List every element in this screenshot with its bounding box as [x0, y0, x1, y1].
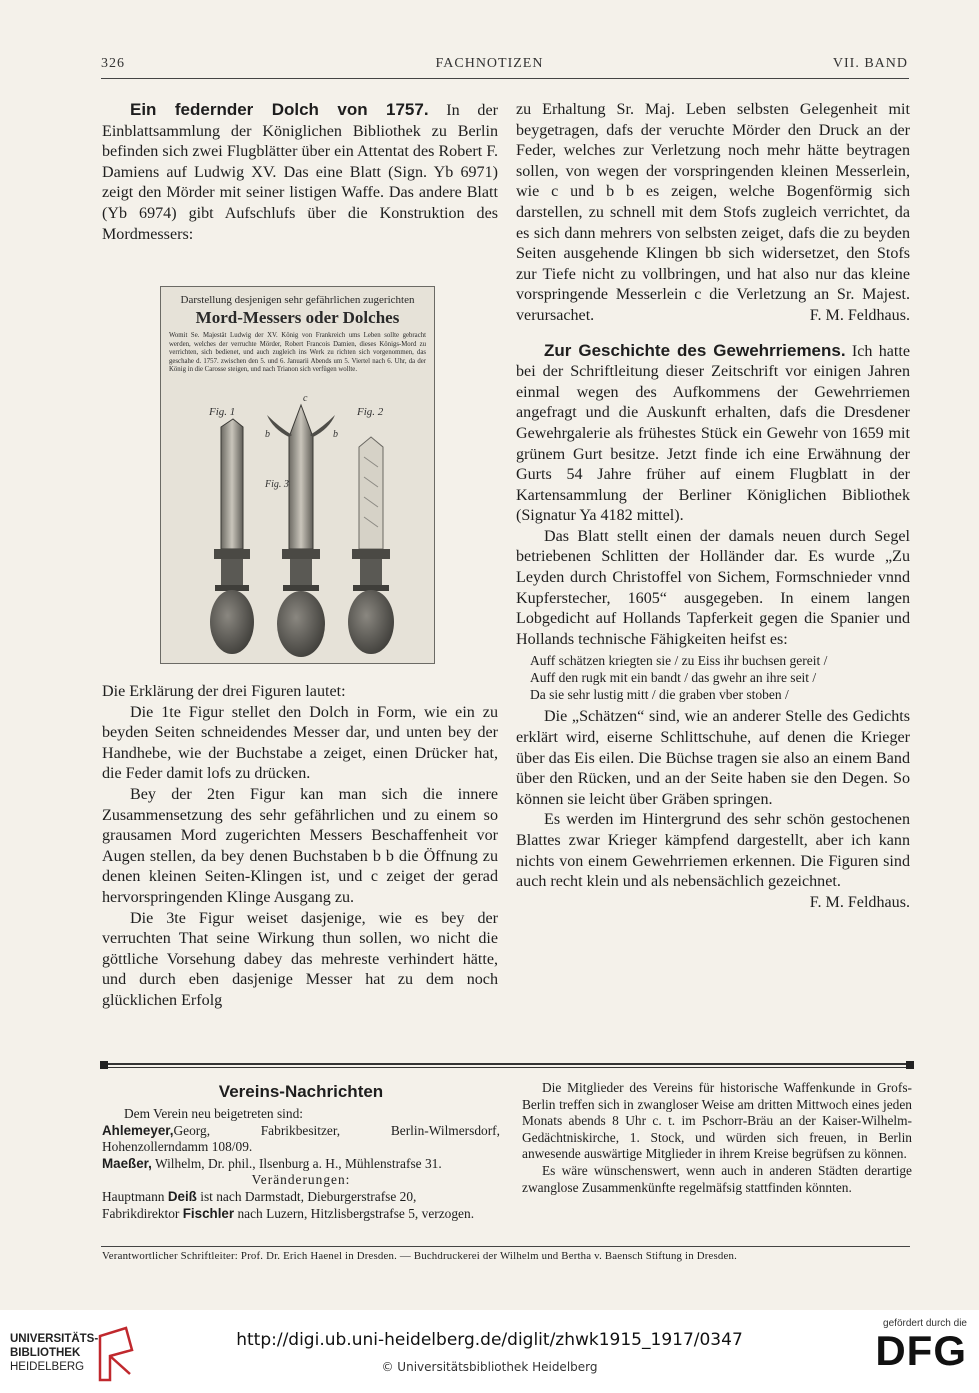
- dagger-fig3: [348, 437, 394, 654]
- label-fig1: Fig. 1: [209, 406, 236, 418]
- imprint-rule: [101, 1246, 910, 1247]
- change-1-name: Deiß: [167, 1188, 197, 1204]
- section-divider: [104, 1063, 910, 1068]
- dfg-logo[interactable]: [875, 1318, 967, 1373]
- change-1-details: ist nach Darmstadt, Dieburgerstrafse 20,: [200, 1188, 417, 1204]
- right-p2: Das Blatt stellt einen der damals neuen durch Segel betriebenen Schlitten der Holländer dar. Es wurde „Zu Leyden durch Christoffel von Sichem, Formschnieder vnnd Kupferstecher, 1605“ ausgegeben. In einem langen Lobgedicht auf Hollands Tapferkeit gegen die Spanier und Hollands technische Fähigkeiten heifst es:: [516, 527, 910, 648]
- change-2-name: Fischler: [182, 1205, 235, 1221]
- copyright-notice: © Universitätsbibliothek Heidelberg: [381, 1360, 598, 1374]
- left-column-lower: [102, 682, 498, 1012]
- vereine-new-members: Dem Verein neu beigetreten sind:: [124, 1106, 303, 1121]
- logo-line2: BIBLIOTHEK: [10, 1347, 81, 1359]
- quote-line: Auff schätzen kriegten sie / zu Eiss ihr buchsen gereit /: [530, 653, 828, 669]
- left-p3: Bey der 2ten Figur kan man sich die innere Zusammensetzung des sehr gefährlichen und zu einem so grausamen Mord zugerichten Messers Beschaffenheit vor Augen stellen, da bey denen Buchstaben b b die Öffnung zu denen kleinen Seiten-Klingen ist, und c zeiget der gerad hervorspringenden Klinge Ausgang zu.: [102, 785, 498, 906]
- left-p4: Die 3te Figur weiset dasjenige, wie es bey der verruchten That seine Wirkung thun sollen, wo nicht die göttliche Vorsehung dabey das mehreste verhindert hätte, und durch eben dasjenige Messer hat zu dem noch glücklichen Erfolg: [102, 909, 498, 1009]
- label-b-1: b: [265, 429, 270, 440]
- change-2-details: nach Luzern, Hitzlisbergstrafse 5, verzogen.: [237, 1205, 475, 1221]
- page-number: 326: [101, 56, 125, 71]
- signature-2: F. M. Feldhaus.: [809, 893, 910, 911]
- label-fig3: Fig. 3: [265, 479, 289, 490]
- figure-line1: Darstellung desjenigen sehr gefährlichen zugerichten: [180, 294, 415, 306]
- dolch-intro: In der Einblattsammlung der Königlichen Bibliothek zu Berlin befinden sich zwei Flugblätter über ein Attentat des Robert F. Damiens auf Ludwig XV. Das eine Blatt (Sign. Yb 6971) zeigt den Mörder mit seiner listigen Waffe. Das andere Blatt (Yb 6974) gibt Aufschlufs über die Konstruktion des Mordmessers:: [102, 102, 498, 243]
- change-1: [102, 1189, 500, 1206]
- change-1-rank: Hauptmann: [102, 1188, 165, 1204]
- dfg-wordmark: DFG: [875, 1327, 967, 1374]
- member-1-details: Georg, Fabrikbesitzer, Berlin-Wilmersdorf, Hohenzollerndamm 108/09.: [102, 1122, 500, 1155]
- funded-label: gefördert durch die: [883, 1318, 967, 1329]
- left-p2: Die 1te Figur stellet den Dolch in Form, wie ein zu beyden Seiten schneidendes Messer dar, und unten bey der Handhebe, wie der Buchstabe a zeiget, einen Drücker hat, die Feder damit lofs zu drücken.: [102, 703, 498, 783]
- figure-caption: Womit Se. Majestät Ludwig der XV. König von Frankreich ums Leben sollte gebracht werden, welches der verruchte Mörder, Robert Francois Damien, dieses Königs-Mord zu verrichten, sich bedienet, und auch zugleich ins Werk zu richten sich vorgenommen, das geschahe d. 1757. zwischen den 5. und 6. Januarii Abends um 5. Viertel nach 6. Uhr, da der König in die Carosse steigen, und nach Trianon sich verfügen wollte.: [169, 332, 426, 374]
- change-2: [102, 1206, 500, 1223]
- volume-label: VII. BAND: [832, 56, 908, 71]
- dagger-illustration: [161, 287, 434, 663]
- divider-end-right: [906, 1061, 914, 1069]
- member-1-name: Ahlemeyer,: [102, 1122, 174, 1138]
- vereine-meeting: Die Mitglieder des Vereins für historische Waffenkunde in Grofs-Berlin treffen sich in zwangloser Weise am dritten Mittwoch eines jeden Monats abends 8 Uhr c. t. im Pschorr-Bräu an der Kaiser-Wilhelm-Gedächtniskirche, 1. Stock, und würden sich freuen, in Berlin anwesende auswärtige Mitglieder in ihrem Kreise begrüfsen zu können.: [522, 1080, 912, 1162]
- quote-line: Auff den rugk mit ein bandt / das gwehr an ihre seit /: [530, 670, 817, 686]
- imprint: Verantwortlicher Schriftleiter: Prof. Dr. Erich Haenel in Dresden. — Buchdruckerei der Wilhelm und Bertha v. Baensch Stiftung in Dresden.: [102, 1250, 738, 1262]
- member-2-name: Maeßer,: [102, 1155, 152, 1171]
- signature-1: F. M. Feldhaus.: [809, 306, 910, 324]
- divider-end-left: [100, 1061, 108, 1069]
- header-rule: [101, 78, 909, 79]
- right-column: [516, 100, 910, 913]
- label-b-2: b: [333, 429, 338, 440]
- label-fig2: Fig. 2: [357, 406, 384, 418]
- member-1: [102, 1123, 500, 1156]
- logo-line3: HEIDELBERG: [10, 1361, 85, 1373]
- dolch-paragraph: [102, 100, 498, 245]
- dolch-heading: Ein federnder Dolch von 1757.: [130, 100, 429, 119]
- vereine-wish: Es wäre wünschenswert, wenn auch in anderen Städten derartige zwanglose Zusammenkünfte regelmäfsig stattfinden könnten.: [522, 1162, 912, 1195]
- right-p3: Die „Schätzen“ sind, wie an anderer Stelle des Gedichts erklärt wird, eiserne Schlittschuhe, auf denen die Krieger über das Eis eilen. Die Büchse tragen sie also an einem Band über den Rücken, und an der Seite haben sie den Degen. So können sie leicht über Gräben springen.: [516, 708, 910, 808]
- poem-quote: [516, 652, 910, 703]
- figure-line2: Mord-Messers oder Dolches: [195, 308, 400, 327]
- label-c: c: [303, 393, 308, 404]
- running-title: FACHNOTIZEN: [435, 56, 544, 71]
- left-p1: Die Erklärung der drei Figuren lautet:: [102, 683, 346, 700]
- riemen-paragraph: [516, 341, 910, 527]
- member-2-details: Wilhelm, Dr. phil., Ilsenburg a. H., Mühlenstrafse 31.: [154, 1155, 442, 1171]
- vereine-title: Vereins-Nachrichten: [218, 1082, 384, 1101]
- vereine-left: [102, 1082, 500, 1222]
- right-p1: zu Erhaltung Sr. Maj. Leben selbsten Gelegenheit mit beygetragen, dafs der veruchte Mörder den Druck an der Feder, welches zur Verletzung noch mehr hätte beytragen sollen, von wegen der vorspringenden kleinen Messerlein, wie c und b b es zeigen, welche Bogenförmig sich darstellen, zu schnell mit dem Stofs zugleich verrichtet, da es sich dann mehrers von selbsten zeiget, dafs die zu beyden Seiten ausgehende Klingen bb sich widersetzet, den Stofs zur Tiefe nicht zu vollbringen, und hat also nur das kleine vorspringende Messerlein c die Verletzung an Sr. Majest. verursachet.: [516, 101, 910, 324]
- dagger-fig2: [267, 405, 335, 657]
- quote-line: Da sie sehr lustig mitt / die graben vber stoben /: [530, 687, 789, 703]
- right-p4: Es werden im Hintergrund des sehr schön gestochenen Blattes zwar Krieger kämpfend dargestellt, aber ich kann nichts von einem Gewehrriemen erkennen. Die Figuren sind auch recht klein und als nebensächlich gezeichnet.: [516, 811, 910, 891]
- left-column: [102, 100, 498, 245]
- dagger-figure: [160, 286, 435, 664]
- vereine-changes: Veränderungen:: [251, 1172, 351, 1188]
- riemen-heading: Zur Geschichte des Gewehrriemens.: [544, 340, 846, 360]
- viewer-footer: [0, 1310, 979, 1393]
- member-2: [102, 1156, 500, 1173]
- permalink-url[interactable]: http://digi.ub.uni-heidelberg.de/diglit/zhwk1915_1917/0347: [236, 1330, 743, 1350]
- vereine-right: [522, 1080, 912, 1196]
- logo-line1: UNIVERSITÄTS-: [10, 1333, 99, 1345]
- change-2-rank: Fabrikdirektor: [102, 1205, 180, 1221]
- riemen-intro: Ich hatte bei der Schriftleitung dieser Zeitschrift vor einigen Jahren einmal wegen des Aufkommens der Gewehrriemen angefragt und die Auskunft erhalten, dafs die Dresdener Gewehrgalerie als frühestes Stück ein Gewehr von 1659 mit grünem Gurt besitze. Jetzt finde ich eine Erwähnung der Gurts 54 Jahre früher auf einem Flugblatt in der Kartensammlung der Berliner Königlichen Bibliothek (Signatur Ya 4182 mittel).: [516, 342, 910, 525]
- dagger-fig1: [210, 419, 254, 654]
